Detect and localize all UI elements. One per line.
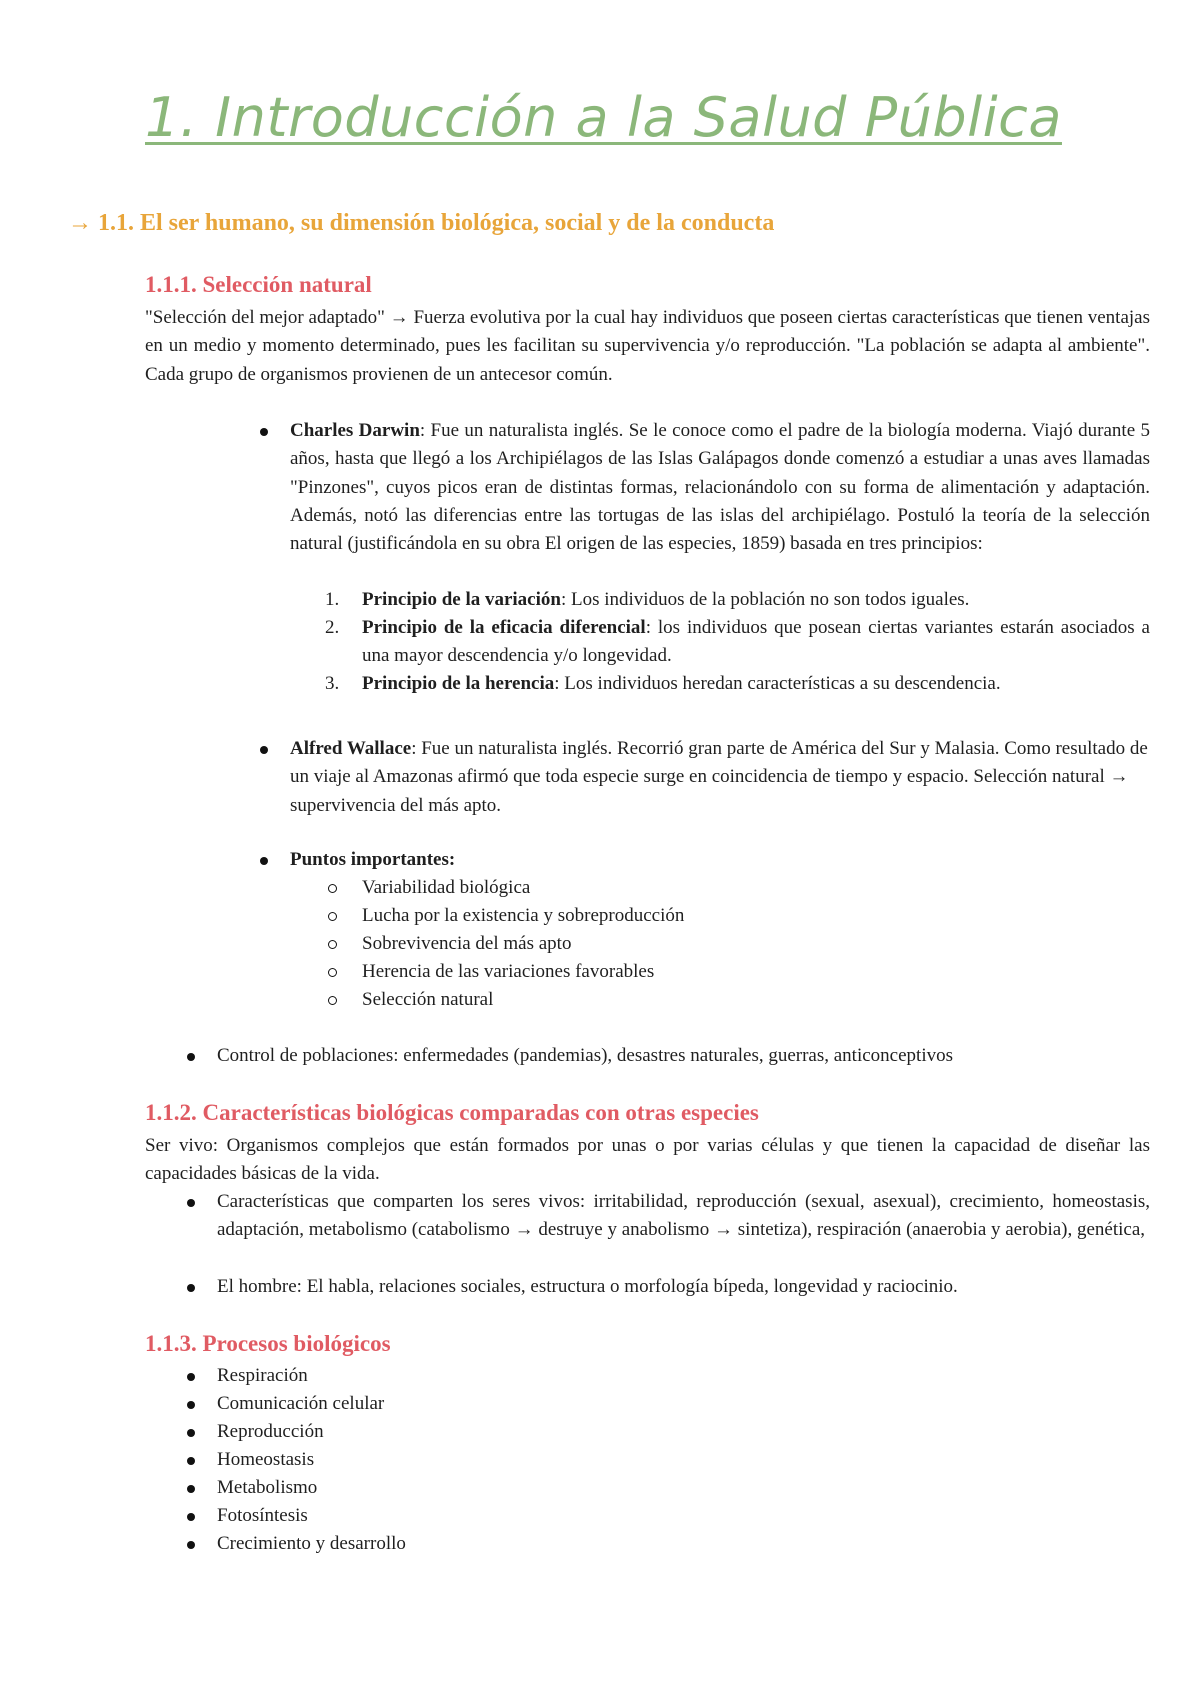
list-item xyxy=(217,1446,1150,1474)
bullet-icon xyxy=(187,1199,195,1207)
proceso-text: Crecimiento y desarrollo xyxy=(217,1533,406,1554)
sub-list-item xyxy=(362,958,1150,986)
page-title: 1. Introducción a la Salud Pública xyxy=(145,86,1062,149)
list-item xyxy=(217,1530,1150,1558)
bullet-icon xyxy=(187,1541,195,1549)
list-item-principle-1 xyxy=(325,586,1150,614)
circle-bullet-icon xyxy=(328,968,337,977)
list-number: 3. xyxy=(325,673,340,694)
list-item-principle-2 xyxy=(325,614,1150,671)
bullet-text: El hombre: El habla, relaciones sociales, estructura o morfología bípeda, longevidad y raciocinio. xyxy=(217,1276,958,1297)
bullet-icon xyxy=(187,1485,195,1493)
circle-bullet-icon xyxy=(328,940,337,949)
bullet-icon xyxy=(187,1457,195,1465)
list-item-puntos xyxy=(290,846,1150,874)
circle-bullet-icon xyxy=(328,912,337,921)
bullet-icon xyxy=(260,428,268,436)
bullet-icon xyxy=(187,1053,195,1061)
proceso-text: Fotosíntesis xyxy=(217,1505,308,1526)
sub-list-item xyxy=(362,902,1150,930)
list-item-principle-3 xyxy=(325,670,1150,698)
proceso-text: Respiración xyxy=(217,1365,308,1386)
bullet-icon xyxy=(187,1429,195,1437)
control-text: Control de poblaciones: enfermedades (pandemias), desastres naturales, guerras, anticonceptivos xyxy=(217,1045,953,1066)
list-item-hombre xyxy=(217,1273,1150,1301)
caracteristicas-intro: Ser vivo: Organismos complejos que están formados por unas o por varias células y que tienen la capacidad de diseñar las capacidades básicas de la vida. xyxy=(145,1135,1150,1185)
list-item xyxy=(217,1390,1150,1418)
sub-list-item xyxy=(362,930,1150,958)
subsection-heading-procesos: 1.1.3. Procesos biológicos xyxy=(145,1331,391,1356)
sub-list-item xyxy=(362,986,1150,1014)
list-item xyxy=(217,1502,1150,1530)
puntos-label: Puntos importantes xyxy=(290,849,449,870)
proceso-text: Comunicación celular xyxy=(217,1393,385,1414)
sub-list-text: Sobrevivencia del más apto xyxy=(362,933,572,954)
bullet-icon xyxy=(187,1513,195,1521)
wallace-text: : Fue un naturalista inglés. Recorrió gran parte de América del Sur y Malasia. Como resultado de un viaje al Amazonas afirmó que toda especie surge en coincidencia de tiempo y espacio. Selección natural → supervivencia del más apto. xyxy=(290,738,1148,816)
list-item xyxy=(217,1418,1150,1446)
bullet-icon xyxy=(260,746,268,754)
principle-label: Principio de la eficacia diferencial xyxy=(362,617,646,638)
list-item-control xyxy=(217,1042,1150,1070)
bullet-icon xyxy=(187,1401,195,1409)
principle-label: Principio de la variación xyxy=(362,589,561,610)
section-heading: → 1.1. El ser humano, su dimensión biológica, social y de la conducta xyxy=(68,210,775,236)
proceso-text: Reproducción xyxy=(217,1421,324,1442)
subsection-heading-caracteristicas: 1.1.2. Características biológicas comparadas con otras especies xyxy=(145,1100,759,1125)
bullet-icon xyxy=(187,1373,195,1381)
proceso-text: Homeostasis xyxy=(217,1449,315,1470)
sub-list-text: Selección natural xyxy=(362,989,494,1010)
wallace-name: Alfred Wallace xyxy=(290,738,412,759)
subsection-heading-seleccion-natural: 1.1.1. Selección natural xyxy=(145,272,372,297)
sub-list-item xyxy=(362,874,1150,902)
darwin-name: Charles Darwin xyxy=(290,420,420,441)
list-number: 2. xyxy=(325,617,340,638)
list-item-wallace xyxy=(290,735,1150,820)
principle-text: : Los individuos de la población no son todos iguales. xyxy=(560,589,970,610)
darwin-text: : Fue un naturalista inglés. Se le conoce como el padre de la biología moderna. Viajó durante 5 años, hasta que llegó a los Archipiélagos de las Islas Galápagos donde comenzó a estudiar a unas aves llamadas "Pinzones", cuyos picos eran de distintas formas, relacionándolo con su forma de alimentación y adaptación. Además, notó las diferencias entre las tortugas de las islas del archipiélago. Postuló la teoría de la selección natural (justificándola en su obra El origen de las especies, 1859) basada en tres principios: xyxy=(290,420,1150,555)
circle-bullet-icon xyxy=(328,884,337,893)
principle-text: : los individuos que posean ciertas variantes estarán asociados a una mayor descendencia y/o longevidad. xyxy=(362,617,1150,667)
list-item-caracteristicas xyxy=(217,1188,1150,1245)
list-number: 1. xyxy=(325,589,340,610)
principle-label: Principio de la herencia xyxy=(362,673,555,694)
proceso-text: Metabolismo xyxy=(217,1477,318,1498)
list-item xyxy=(217,1474,1150,1502)
bullet-text: Características que comparten los seres vivos: irritabilidad, reproducción (sexual, asexual), crecimiento, homeostasis, adaptación, metabolismo (catabolismo → destruye y anabolismo → sintetiza), respiración (anaerobia y aerobia), genética, xyxy=(217,1191,1150,1241)
circle-bullet-icon xyxy=(328,996,337,1005)
list-item-darwin xyxy=(290,417,1150,558)
list-item xyxy=(217,1362,1150,1390)
sub-list-text: Variabilidad biológica xyxy=(362,877,531,898)
sub-list-text: Lucha por la existencia y sobreproducción xyxy=(362,905,685,926)
sub-list-text: Herencia de las variaciones favorables xyxy=(362,961,655,982)
seleccion-natural-intro: "Selección del mejor adaptado" → Fuerza evolutiva por la cual hay individuos que poseen ciertas características que tienen ventajas en un medio y momento determinado, pues les facilitan su supervivencia y/o reproducción. "La población se adapta al ambiente". Cada grupo de organismos provienen de un antecesor común. xyxy=(145,307,1150,385)
principle-text: : Los individuos heredan características a su descendencia. xyxy=(554,673,1001,694)
bullet-icon xyxy=(260,857,268,865)
bullet-icon xyxy=(187,1284,195,1292)
puntos-suffix: : xyxy=(448,849,456,870)
